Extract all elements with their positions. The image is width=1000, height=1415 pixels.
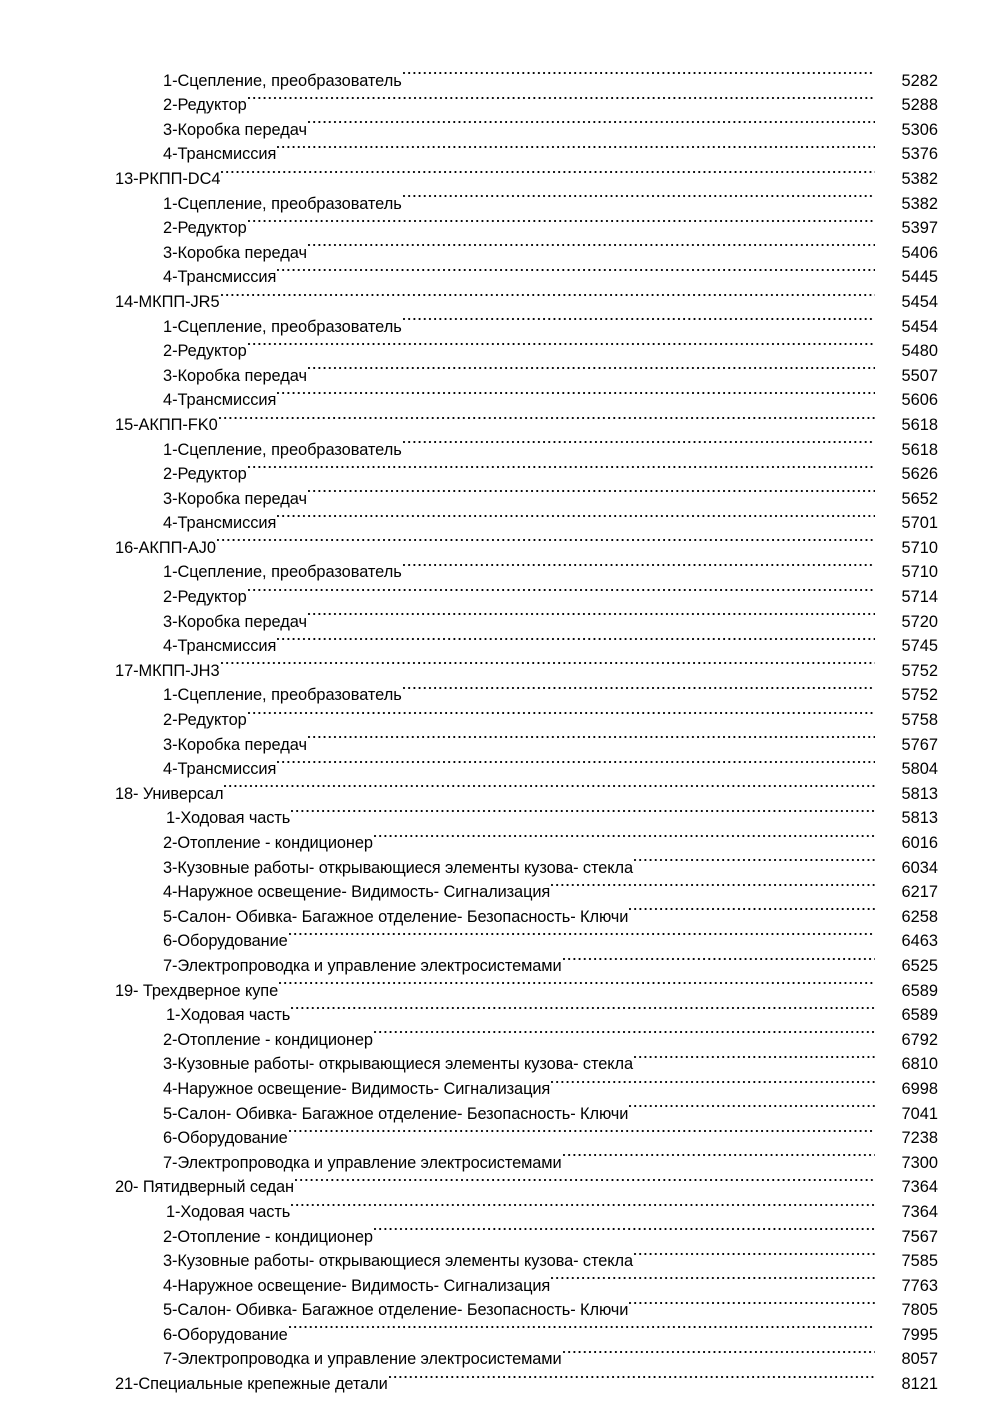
toc-entry-title: 6-Оборудование [163, 1325, 288, 1344]
toc-page-number: 6034 [901, 858, 938, 877]
toc-entry-title: 19- Трехдверное купе [115, 981, 279, 1000]
toc-entry-title: 17-МКПП-JH3 [115, 661, 220, 680]
toc-entry-title: 2-Редуктор [163, 711, 247, 730]
toc-entry[interactable] [0, 110, 1000, 139]
toc-entry-title: 2-Редуктор [163, 588, 247, 607]
dot-leader [563, 946, 875, 971]
toc-entry-title: 1-Сцепление, преобразователь [163, 194, 402, 213]
toc-page-number: 5752 [901, 686, 938, 705]
toc-page-number: 6217 [901, 883, 938, 902]
toc-entry-title: 1-Сцепление, преобразователь [163, 686, 402, 705]
toc-entry[interactable] [0, 479, 1000, 508]
toc-entry-title: 1-Сцепление, преобразователь [163, 317, 402, 336]
toc-page-number: 6810 [901, 1055, 938, 1074]
dot-leader [308, 602, 875, 627]
toc-page-number: 5306 [901, 120, 938, 139]
toc-entry[interactable] [0, 233, 1000, 262]
toc-entry-title: 20- Пятидверный седан [115, 1178, 295, 1197]
toc-entry-title: 2-Редуктор [163, 219, 247, 238]
toc-page-number: 6525 [901, 956, 938, 975]
toc-page-number: 8057 [901, 1350, 938, 1369]
toc-entry-title: 4-Трансмиссия [163, 637, 277, 656]
toc-entry-title: 3-Коробка передач [163, 120, 307, 139]
dot-leader [403, 184, 875, 209]
toc-entry-title: 7-Электропроводка и управление электросистемами [163, 1153, 562, 1172]
dot-leader [289, 1119, 875, 1144]
toc-entry-title: 3-Кузовные работы- открывающиеся элементы кузова- стекла [163, 858, 633, 877]
dot-leader [374, 823, 875, 848]
toc-entry[interactable] [0, 159, 1000, 188]
toc-page-number: 7585 [901, 1252, 938, 1271]
toc-page-number: 5804 [901, 760, 938, 779]
toc-entry-title: 2-Редуктор [163, 342, 247, 361]
toc-entry-title: 13-РКПП-DC4 [115, 169, 221, 188]
toc-page-number: 5813 [901, 809, 938, 828]
dot-leader [248, 209, 875, 234]
toc-entry-title: 2-Редуктор [163, 96, 247, 115]
dot-leader [248, 86, 875, 111]
toc-entry-title: 4-Наружное освещение- Видимость- Сигнализация [163, 883, 551, 902]
toc-entry[interactable] [0, 922, 1000, 951]
toc-page-number: 5767 [901, 735, 938, 754]
toc-entry[interactable] [0, 602, 1000, 631]
toc-entry-title: 3-Коробка передач [163, 366, 307, 385]
dot-leader [221, 651, 875, 676]
toc-entry[interactable] [0, 1217, 1000, 1246]
dot-leader [403, 676, 875, 701]
dot-leader [289, 1315, 875, 1340]
toc-page-number: 5397 [901, 219, 938, 238]
toc-page-number: 5720 [901, 612, 938, 631]
toc-entry[interactable] [0, 135, 1000, 164]
dot-leader [308, 725, 875, 750]
toc-page-number: 5282 [901, 71, 938, 90]
toc-entry-title: 16-АКПП-AJ0 [115, 538, 216, 557]
toc-page-number: 6998 [901, 1079, 938, 1098]
toc-entry[interactable] [0, 1143, 1000, 1172]
dot-leader [308, 479, 875, 504]
toc-page-number: 6016 [901, 834, 938, 852]
dot-leader [277, 750, 875, 775]
toc-entry-title: 3-Коробка передач [163, 489, 307, 508]
dot-leader [551, 873, 875, 898]
toc-entry-title: 5-Салон- Обивка- Багажное отделение- Безопасность- Ключи [163, 1104, 629, 1123]
toc-page-number: 7805 [901, 1301, 938, 1320]
dot-leader [248, 455, 875, 480]
toc-entry-title: 1-Ходовая часть [166, 1202, 291, 1221]
toc-entry-title: 14-МКПП-JR5 [115, 292, 220, 311]
toc-entry[interactable] [0, 381, 1000, 410]
toc-entry[interactable] [0, 86, 1000, 115]
dot-leader [634, 1242, 875, 1267]
toc-entry-title: 7-Электропроводка и управление электросистемами [163, 956, 562, 975]
toc-entry[interactable] [0, 848, 1000, 877]
dot-leader [308, 110, 875, 135]
toc-page-number: 5507 [901, 366, 938, 385]
toc-entry[interactable] [0, 725, 1000, 754]
toc-page-number: 7763 [901, 1276, 938, 1295]
dot-leader [374, 1020, 875, 1045]
toc-page-number: 5382 [901, 194, 938, 213]
dot-leader [403, 61, 875, 86]
toc-entry-title: 18- Универсал [115, 784, 224, 803]
dot-leader [219, 405, 875, 430]
toc-entry[interactable] [0, 1340, 1000, 1369]
toc-page-number: 5813 [901, 784, 938, 803]
dot-leader [217, 528, 875, 553]
toc-entry-title: 1-Ходовая часть [166, 809, 291, 828]
dot-leader [389, 1364, 875, 1389]
toc-entry-title: 4-Наружное освещение- Видимость- Сигнализация [163, 1079, 551, 1098]
toc-page-number: 6792 [901, 1030, 938, 1049]
dot-leader [374, 1217, 875, 1242]
toc-page-number: 6463 [901, 932, 938, 951]
toc-entry[interactable] [0, 1020, 1000, 1049]
toc-page-number: 6589 [901, 1006, 938, 1025]
dot-leader [248, 332, 875, 357]
toc-entry-title: 3-Кузовные работы- открывающиеся элементы кузова- стекла [163, 1252, 633, 1271]
dot-leader [248, 700, 875, 725]
toc-page-number: 7364 [901, 1178, 938, 1197]
toc-entry[interactable] [0, 455, 1000, 484]
toc-entry[interactable] [0, 332, 1000, 361]
toc-page-number: 6258 [901, 907, 938, 926]
dot-leader [291, 996, 875, 1021]
dot-leader [563, 1340, 875, 1365]
toc-entry[interactable] [0, 209, 1000, 238]
dot-leader [277, 504, 875, 529]
dot-leader [221, 159, 875, 184]
toc-entry-title: 1-Сцепление, преобразователь [163, 71, 402, 90]
toc-entry[interactable] [0, 1045, 1000, 1074]
toc-page-number: 5710 [901, 538, 938, 557]
toc-entry[interactable] [0, 528, 1000, 557]
toc-entry-title: 1-Сцепление, преобразователь [163, 440, 402, 459]
toc-entry-title: 4-Трансмиссия [163, 391, 277, 410]
toc-entry[interactable] [0, 1315, 1000, 1344]
dot-leader [279, 971, 875, 996]
toc-page-number: 7041 [901, 1104, 938, 1123]
toc-page-number: 5758 [901, 711, 938, 730]
dot-leader [629, 1291, 875, 1316]
dot-leader [291, 1192, 875, 1217]
toc-entry[interactable] [0, 1119, 1000, 1148]
toc-entry-title: 21-Специальные крепежные детали [115, 1375, 388, 1394]
toc-entry-title: 3-Кузовные работы- открывающиеся элементы кузова- стекла [163, 1055, 633, 1074]
toc-page-number: 7238 [901, 1129, 938, 1148]
toc-page-number: 5618 [901, 415, 938, 434]
toc-entry[interactable] [0, 700, 1000, 730]
dot-leader [291, 799, 875, 824]
dot-leader [221, 282, 875, 307]
dot-leader [563, 1143, 875, 1168]
toc-page-number: 5652 [901, 489, 938, 508]
toc-entry-title: 1-Сцепление, преобразователь [163, 563, 402, 582]
dot-leader [277, 135, 875, 160]
dot-leader [634, 848, 875, 873]
toc-page-number: 5454 [901, 317, 938, 336]
toc-page-number: 5714 [901, 588, 938, 607]
toc-entry-title: 2-Отопление - кондиционер [163, 834, 373, 852]
dot-leader [277, 381, 875, 406]
dot-leader [403, 307, 875, 332]
toc-entry-title: 6-Оборудование [163, 1129, 288, 1148]
toc-entry-title: 5-Салон- Обивка- Багажное отделение- Безопасность- Ключи [163, 907, 629, 926]
toc-entry[interactable] [0, 61, 1000, 90]
dot-leader [224, 774, 875, 799]
toc-entry-title: 7-Электропроводка и управление электросистемами [163, 1350, 562, 1369]
toc-page-number: 5752 [901, 661, 938, 680]
toc-entry-title: 2-Отопление - кондиционер [163, 1227, 373, 1246]
toc-page-number: 5626 [901, 465, 938, 484]
toc-page-number: 5606 [901, 391, 938, 410]
toc-page-number: 5406 [901, 243, 938, 262]
dot-leader [308, 356, 875, 381]
toc-entry[interactable] [0, 282, 1000, 311]
toc-entry[interactable] [0, 946, 1000, 975]
toc-page-number: 5382 [901, 169, 938, 188]
toc-page-number: 5701 [901, 514, 938, 533]
toc-entry[interactable] [0, 258, 1000, 287]
toc-entry-title: 4-Трансмиссия [163, 268, 277, 287]
dot-leader [403, 553, 875, 578]
toc-page-number: 5480 [901, 342, 938, 361]
toc-entry[interactable] [0, 971, 1000, 1000]
toc-entry-title: 3-Коробка передач [163, 735, 307, 754]
toc-page-number: 7364 [901, 1202, 938, 1221]
dot-leader [403, 430, 875, 455]
toc-entry-title: 1-Ходовая часть [166, 1006, 291, 1025]
toc-page-number: 5454 [901, 292, 938, 311]
toc-entry[interactable] [0, 627, 1000, 656]
toc-entry[interactable] [0, 1364, 1000, 1394]
toc-entry[interactable] [0, 577, 1000, 607]
toc-page-number: 5376 [901, 145, 938, 164]
toc-entry[interactable] [0, 504, 1000, 533]
toc-page-number: 7567 [901, 1227, 938, 1246]
dot-leader [295, 1168, 875, 1193]
toc-entry-title: 2-Отопление - кондиционер [163, 1030, 373, 1049]
toc-page-number: 5288 [901, 96, 938, 115]
toc-page-number: 5745 [901, 637, 938, 656]
dot-leader [551, 1266, 875, 1291]
toc-entry-title: 15-АКПП-FK0 [115, 415, 218, 434]
toc-entry-title: 4-Трансмиссия [163, 514, 277, 533]
toc-page-number: 5445 [901, 268, 938, 287]
toc-entry-title: 6-Оборудование [163, 932, 288, 951]
toc-entry[interactable] [0, 356, 1000, 385]
toc-entry-title: 4-Трансмиссия [163, 760, 277, 779]
toc-entry-title: 2-Редуктор [163, 465, 247, 484]
dot-leader [634, 1045, 875, 1070]
toc-entry-title: 5-Салон- Обивка- Багажное отделение- Безопасность- Ключи [163, 1301, 629, 1320]
toc-entry-title: 4-Наружное освещение- Видимость- Сигнализация [163, 1276, 551, 1295]
toc-entry[interactable] [0, 1168, 1000, 1197]
toc-page-number: 5618 [901, 440, 938, 459]
dot-leader [629, 1094, 875, 1119]
toc-entry[interactable] [0, 1242, 1000, 1271]
toc-page-number: 5710 [901, 563, 938, 582]
toc-entry-title: 3-Коробка передач [163, 243, 307, 262]
dot-leader [308, 233, 875, 258]
toc-entry[interactable] [0, 405, 1000, 434]
toc-page-number: 6589 [901, 981, 938, 1000]
toc-entry[interactable] [0, 750, 1000, 779]
toc-entry[interactable] [0, 823, 1000, 852]
dot-leader [551, 1069, 875, 1094]
toc-entry-title: 4-Трансмиссия [163, 145, 277, 164]
toc-entry[interactable] [0, 774, 1000, 803]
dot-leader [248, 577, 875, 602]
dot-leader [277, 627, 875, 652]
dot-leader [629, 897, 875, 922]
toc-entry-title: 3-Коробка передач [163, 612, 307, 631]
dot-leader [289, 922, 875, 947]
toc-page-number: 7995 [901, 1325, 938, 1344]
toc-page-number: 7300 [901, 1153, 938, 1172]
toc-entry[interactable] [0, 651, 1000, 680]
toc-page-number: 8121 [901, 1375, 938, 1394]
dot-leader [277, 258, 875, 283]
toc-entry-list [0, 61, 1000, 1394]
